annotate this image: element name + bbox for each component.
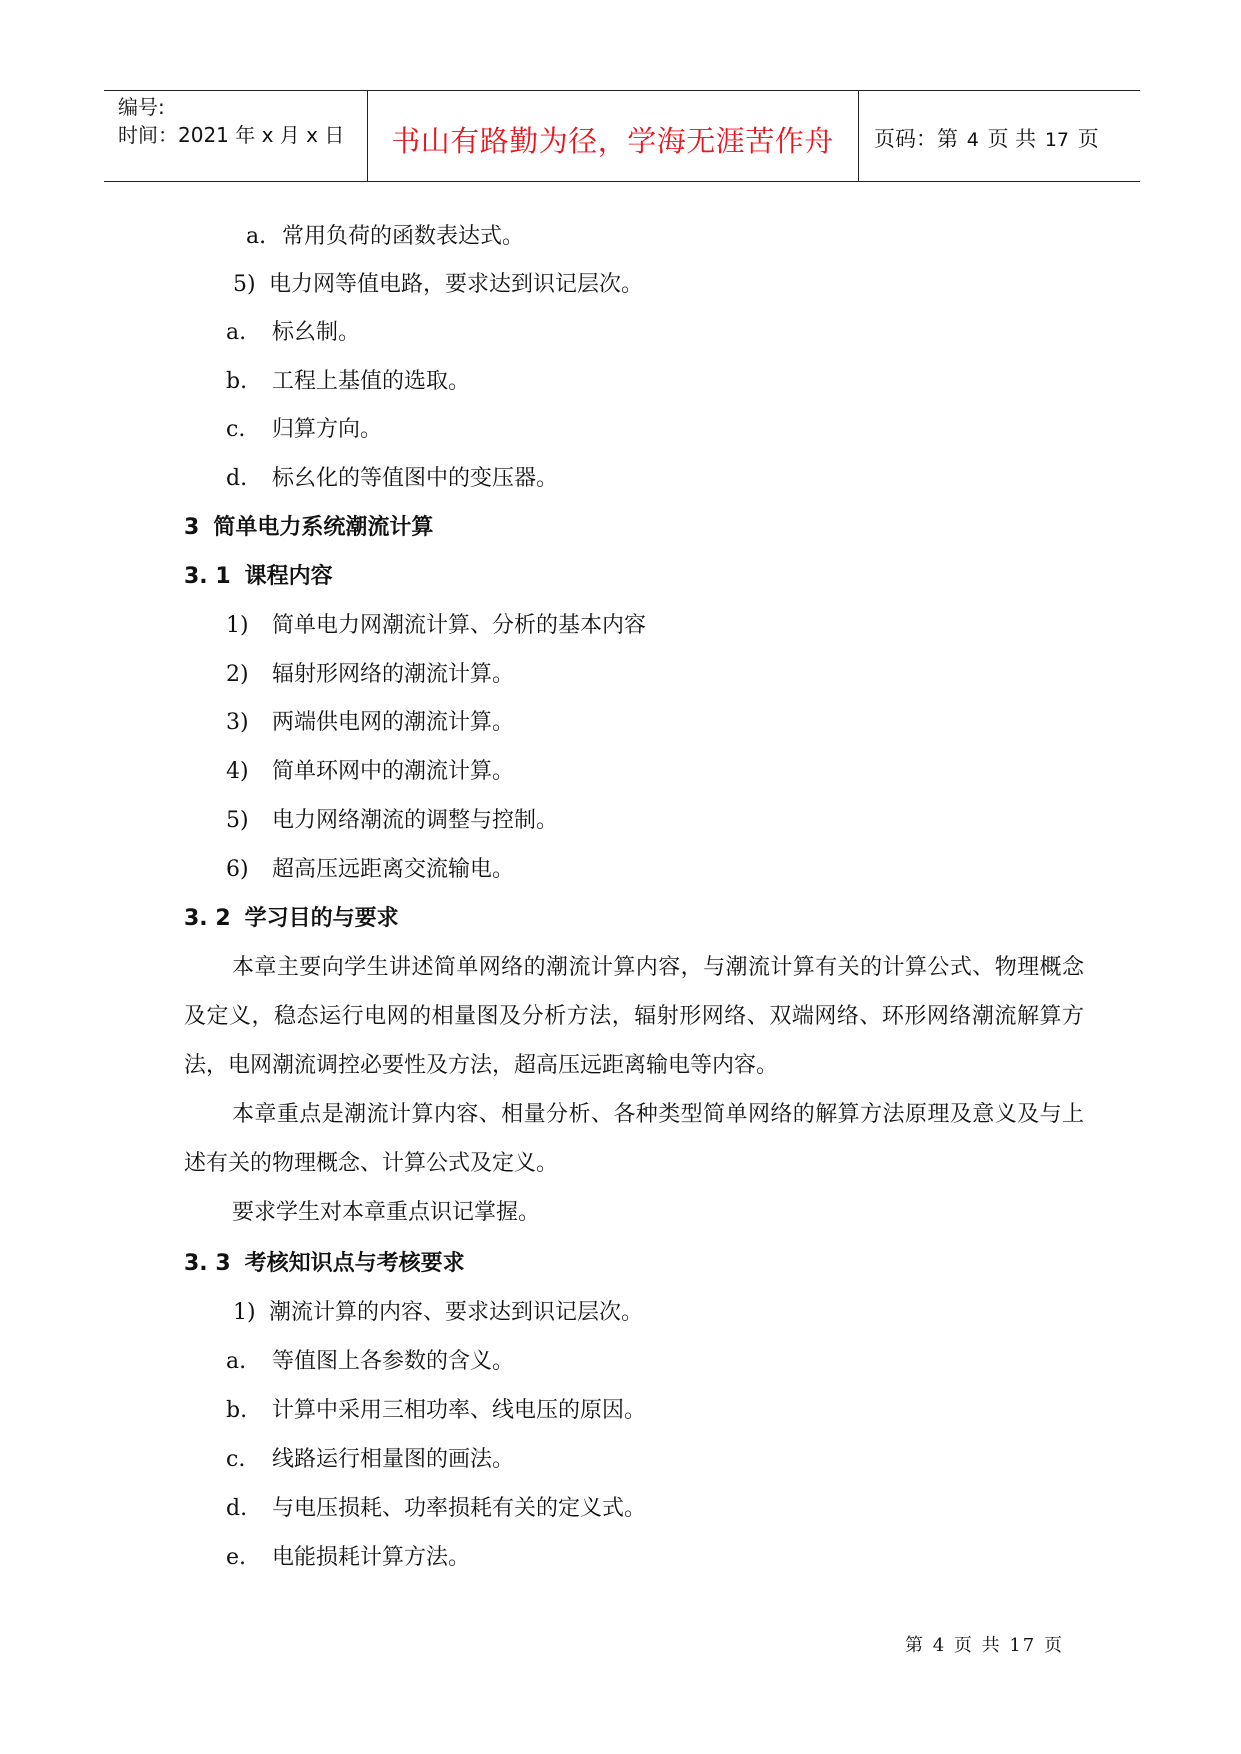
list-marker: a. xyxy=(226,1349,247,1374)
list-marker: 5) xyxy=(233,272,256,297)
header-page-info xyxy=(874,123,1099,153)
section-number: 3. 2 xyxy=(184,906,231,931)
list-item xyxy=(226,1347,514,1377)
serial-label: 编号: xyxy=(118,95,165,119)
list-item xyxy=(226,1396,646,1426)
list-marker: a. xyxy=(226,320,247,345)
list-marker: 4) xyxy=(226,759,249,784)
list-text: 潮流计算的内容、要求达到识记层次。 xyxy=(269,1300,644,1325)
list-marker: d. xyxy=(226,1496,248,1521)
time-label: 时间：2021 年 x 月 x 日 xyxy=(118,123,345,147)
list-marker: a. xyxy=(246,224,267,249)
list-marker: c. xyxy=(226,1447,246,1472)
page-footer: 第 4 页 共 17 页 xyxy=(905,1635,1064,1656)
list-text: 常用负荷的函数表达式。 xyxy=(282,224,525,249)
section-title: 简单电力系统潮流计算 xyxy=(213,515,434,540)
list-item xyxy=(226,611,646,641)
list-item xyxy=(246,222,524,252)
list-item xyxy=(226,367,470,397)
section-number: 3. 1 xyxy=(184,564,231,589)
list-marker: d. xyxy=(226,466,248,491)
page-header xyxy=(104,90,1140,182)
list-item xyxy=(226,1445,514,1475)
list-text: 简单环网中的潮流计算。 xyxy=(272,759,515,784)
list-item xyxy=(226,708,514,738)
paragraph: 要求学生对本章重点识记掌握。 xyxy=(232,1200,541,1225)
list-item xyxy=(226,757,514,787)
list-marker: e. xyxy=(226,1545,247,1570)
list-item xyxy=(226,1543,470,1573)
paragraph: 本章重点是潮流计算内容、相量分析、各种类型简单网络的解算方法原理及意义及与上述有关的物理概念、计算公式及定义。 xyxy=(184,1102,1084,1176)
subsection-heading xyxy=(184,1249,465,1279)
list-text: 辐射形网络的潮流计算。 xyxy=(272,662,515,687)
list-item xyxy=(233,270,643,300)
list-text: 与电压损耗、功率损耗有关的定义式。 xyxy=(272,1496,647,1521)
section-number: 3. 3 xyxy=(184,1251,231,1276)
section-title: 学习目的与要求 xyxy=(244,906,399,931)
list-text: 电力网络潮流的调整与控制。 xyxy=(272,808,559,833)
list-marker: 5) xyxy=(226,808,249,833)
list-item xyxy=(226,1494,646,1524)
page-total: 17 xyxy=(1044,129,1070,151)
list-text: 电力网等值电路，要求达到识记层次。 xyxy=(269,272,644,297)
list-marker: 1) xyxy=(226,613,249,638)
list-text: 标幺化的等值图中的变压器。 xyxy=(272,466,559,491)
page-prefix: 页码：第 xyxy=(874,127,958,151)
list-item xyxy=(233,1298,643,1328)
list-text: 计算中采用三相功率、线电压的原因。 xyxy=(272,1398,647,1423)
list-text: 归算方向。 xyxy=(272,417,383,442)
list-text: 工程上基值的选取。 xyxy=(272,369,471,394)
list-text: 电能损耗计算方法。 xyxy=(272,1545,471,1570)
header-meta xyxy=(118,93,344,149)
list-item xyxy=(226,855,514,885)
list-marker: b. xyxy=(226,369,248,394)
section-title: 课程内容 xyxy=(244,564,333,589)
list-item xyxy=(226,806,558,836)
list-item xyxy=(226,415,382,445)
paragraph: 本章主要向学生讲述简单网络的潮流计算内容，与潮流计算有关的计算公式、物理概念及定义，稳态运行电网的相量图及分析方法，辐射形网络、双端网络、环形网络潮流解算方法，电网潮流调控必要性及方法，超高压远距离输电等内容。 xyxy=(184,955,1084,1078)
list-item xyxy=(226,464,558,494)
list-text: 等值图上各参数的含义。 xyxy=(272,1349,515,1374)
list-text: 线路运行相量图的画法。 xyxy=(272,1447,515,1472)
list-item xyxy=(226,660,514,690)
page-suffix: 页 xyxy=(1077,127,1099,151)
page-mid: 页 共 xyxy=(987,127,1037,151)
subsection-heading xyxy=(184,904,399,934)
header-motto: 书山有路勤为径，学海无涯苦作舟 xyxy=(391,124,834,158)
list-text: 标幺制。 xyxy=(272,320,361,345)
section-heading xyxy=(184,513,433,543)
list-marker: 2) xyxy=(226,662,249,687)
list-text: 简单电力网潮流计算、分析的基本内容 xyxy=(272,613,647,638)
header-divider xyxy=(858,91,859,181)
list-text: 超高压远距离交流输电。 xyxy=(272,857,515,882)
list-text: 两端供电网的潮流计算。 xyxy=(272,710,515,735)
page-current: 4 xyxy=(966,129,979,151)
list-marker: 1) xyxy=(233,1300,256,1325)
section-title: 考核知识点与考核要求 xyxy=(244,1251,465,1276)
list-marker: 3) xyxy=(226,710,249,735)
section-number: 3 xyxy=(184,515,200,540)
list-marker: 6) xyxy=(226,857,249,882)
list-item xyxy=(226,318,360,348)
subsection-heading xyxy=(184,562,333,592)
list-marker: c. xyxy=(226,417,246,442)
list-marker: b. xyxy=(226,1398,248,1423)
